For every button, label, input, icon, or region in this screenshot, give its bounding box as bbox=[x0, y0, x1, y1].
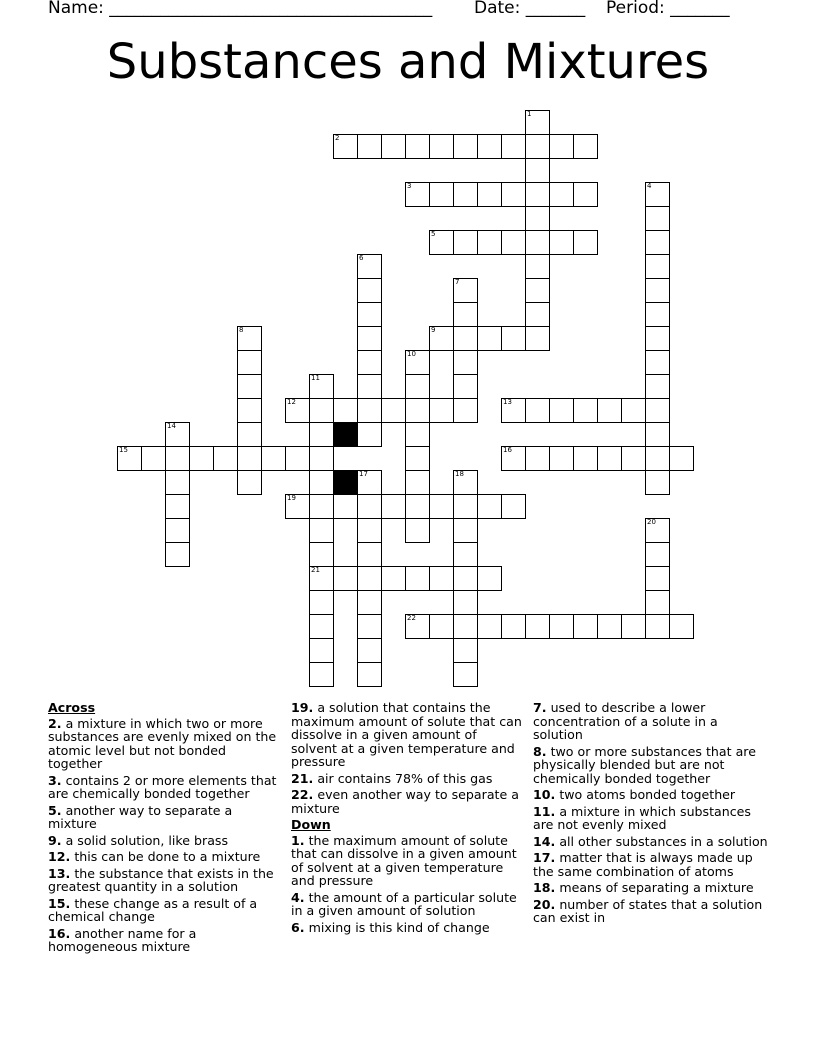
crossword-cell[interactable] bbox=[429, 614, 454, 639]
crossword-cell[interactable] bbox=[429, 326, 454, 351]
clue-item-text: two atoms bonded together bbox=[555, 787, 736, 802]
clue-number: 18 bbox=[455, 470, 464, 478]
clue-number: 21 bbox=[311, 566, 320, 574]
crossword-cell[interactable] bbox=[525, 254, 550, 279]
clue-item bbox=[533, 805, 769, 832]
crossword-cell[interactable] bbox=[237, 470, 262, 495]
crossword-cell[interactable] bbox=[645, 398, 670, 423]
crossword-cell[interactable] bbox=[309, 446, 334, 471]
crossword-cell[interactable] bbox=[645, 614, 670, 639]
crossword-cell[interactable] bbox=[477, 566, 502, 591]
crossword-cell[interactable] bbox=[309, 638, 334, 663]
crossword-cell[interactable] bbox=[501, 398, 526, 423]
crossword-cell[interactable] bbox=[549, 230, 574, 255]
clue-item-text: another name for a homogeneous mixture bbox=[48, 925, 197, 954]
clue-item-number: 9. bbox=[48, 832, 62, 848]
clue-item-number: 7. bbox=[533, 700, 547, 715]
crossword-cell[interactable] bbox=[645, 374, 670, 399]
crossword-cell[interactable] bbox=[597, 446, 622, 471]
crossword-cell[interactable] bbox=[357, 470, 382, 495]
clue-item-text: a mixture in which two or more substances are evenly mixed on the atomic level but not bonded together bbox=[48, 715, 277, 771]
clue-item-number: 11. bbox=[533, 803, 556, 819]
crossword-cell[interactable] bbox=[405, 614, 430, 639]
clue-number: 3 bbox=[407, 182, 412, 190]
crossword-cell[interactable] bbox=[309, 422, 334, 447]
crossword-cell[interactable] bbox=[357, 302, 382, 327]
clue-item bbox=[533, 881, 769, 895]
across-clue-list bbox=[48, 717, 284, 954]
clue-item-text: a mixture in which substances are not evenly mixed bbox=[533, 803, 751, 832]
crossword-cell[interactable] bbox=[381, 134, 406, 159]
crossword-cell[interactable] bbox=[429, 182, 454, 207]
crossword-cell[interactable] bbox=[357, 494, 382, 519]
crossword-cell[interactable] bbox=[309, 614, 334, 639]
crossword-cell[interactable] bbox=[525, 158, 550, 183]
crossword-cell[interactable] bbox=[501, 134, 526, 159]
crossword-cell[interactable] bbox=[525, 278, 550, 303]
crossword-cell[interactable] bbox=[501, 182, 526, 207]
crossword-cell[interactable] bbox=[357, 374, 382, 399]
crossword-cell[interactable] bbox=[645, 230, 670, 255]
crossword-cell[interactable] bbox=[429, 494, 454, 519]
crossword-cell[interactable] bbox=[597, 398, 622, 423]
crossword-cell[interactable] bbox=[213, 446, 238, 471]
clue-item-number: 13. bbox=[48, 865, 71, 881]
clue-number: 9 bbox=[431, 326, 436, 334]
crossword-cell[interactable] bbox=[573, 230, 598, 255]
crossword-cell[interactable] bbox=[309, 398, 334, 423]
clue-item-number: 5. bbox=[48, 802, 62, 818]
crossword-cell[interactable] bbox=[117, 446, 142, 471]
clue-item bbox=[533, 701, 769, 742]
clue-item-number: 19. bbox=[291, 700, 314, 715]
crossword-cell[interactable] bbox=[237, 446, 262, 471]
clue-item bbox=[291, 701, 526, 769]
crossword-cell[interactable] bbox=[453, 566, 478, 591]
date-label: Date: bbox=[474, 0, 521, 18]
clue-item-text: a solid solution, like brass bbox=[61, 832, 229, 848]
crossword-cell[interactable] bbox=[165, 542, 190, 567]
crossword-cell[interactable] bbox=[549, 182, 574, 207]
crossword-cell[interactable] bbox=[525, 230, 550, 255]
crossword-cell[interactable] bbox=[405, 134, 430, 159]
clue-item bbox=[533, 851, 769, 878]
crossword-cell[interactable] bbox=[453, 182, 478, 207]
crossword-cell[interactable] bbox=[645, 470, 670, 495]
crossword-cell[interactable] bbox=[621, 614, 646, 639]
crossword-cell[interactable] bbox=[453, 590, 478, 615]
crossword-cell[interactable] bbox=[381, 566, 406, 591]
crossword-cell[interactable] bbox=[573, 446, 598, 471]
crossword-cell[interactable] bbox=[141, 446, 166, 471]
crossword-cell[interactable] bbox=[453, 374, 478, 399]
crossword-cell[interactable] bbox=[645, 518, 670, 543]
clue-item-text: mixing is this kind of change bbox=[304, 919, 490, 935]
date-blank[interactable]: _______ bbox=[525, 0, 586, 18]
crossword-cell[interactable] bbox=[165, 494, 190, 519]
clue-item-number: 6. bbox=[291, 919, 305, 935]
clue-item bbox=[48, 804, 284, 831]
crossword-cell[interactable] bbox=[525, 206, 550, 231]
crossword-cell[interactable] bbox=[573, 614, 598, 639]
crossword-cell[interactable] bbox=[357, 638, 382, 663]
crossword-cell[interactable] bbox=[357, 590, 382, 615]
crossword-cell[interactable] bbox=[357, 278, 382, 303]
crossword-cell[interactable] bbox=[237, 374, 262, 399]
crossword-cell[interactable] bbox=[357, 566, 382, 591]
crossword-cell[interactable] bbox=[189, 446, 214, 471]
crossword-cell[interactable] bbox=[453, 350, 478, 375]
clue-item-text: used to describe a lower concentration of a solute in a solution bbox=[533, 700, 718, 742]
crossword-cell[interactable] bbox=[645, 206, 670, 231]
clue-number: 15 bbox=[119, 446, 128, 454]
clue-item bbox=[48, 834, 284, 848]
page-title: Substances and Mixtures bbox=[106, 34, 710, 90]
clue-number: 16 bbox=[503, 446, 512, 454]
crossword-cell[interactable] bbox=[549, 398, 574, 423]
crossword-cell[interactable] bbox=[357, 614, 382, 639]
crossword-cell[interactable] bbox=[381, 398, 406, 423]
crossword-cell[interactable] bbox=[645, 254, 670, 279]
crossword-cell[interactable] bbox=[621, 398, 646, 423]
clue-item-text: these change as a result of a chemical change bbox=[48, 895, 258, 924]
clue-item-number: 22. bbox=[291, 787, 314, 802]
crossword-cell[interactable] bbox=[645, 590, 670, 615]
crossword-cell[interactable] bbox=[357, 254, 382, 279]
clue-item bbox=[48, 774, 284, 801]
crossword-cell[interactable] bbox=[405, 374, 430, 399]
crossword-cell[interactable] bbox=[261, 446, 286, 471]
crossword-cell[interactable] bbox=[525, 614, 550, 639]
clue-item bbox=[48, 867, 284, 894]
crossword-cell[interactable] bbox=[381, 494, 406, 519]
crossword-cell[interactable] bbox=[453, 230, 478, 255]
crossword-cell[interactable] bbox=[525, 398, 550, 423]
crossword-black-cell bbox=[333, 422, 358, 447]
clue-number: 13 bbox=[503, 398, 512, 406]
clue-number: 2 bbox=[335, 134, 340, 142]
clue-number: 5 bbox=[431, 230, 436, 238]
crossword-cell[interactable] bbox=[645, 446, 670, 471]
period-label: Period: bbox=[606, 0, 665, 18]
crossword-cell[interactable] bbox=[525, 302, 550, 327]
crossword-cell[interactable] bbox=[453, 134, 478, 159]
crossword-cell[interactable] bbox=[285, 446, 310, 471]
clue-item-text: the maximum amount of solute that can dissolve in a given amount of solvent at a given temperature and pressure bbox=[291, 832, 517, 888]
crossword-cell[interactable] bbox=[237, 350, 262, 375]
crossword-cell[interactable] bbox=[453, 302, 478, 327]
clue-item-text: the substance that exists in the greatest quantity in a solution bbox=[48, 865, 274, 894]
crossword-cell[interactable] bbox=[405, 182, 430, 207]
clue-item bbox=[291, 921, 526, 935]
clue-item-number: 2. bbox=[48, 715, 62, 731]
crossword-cell[interactable] bbox=[165, 446, 190, 471]
across-clue-list-continued bbox=[291, 701, 526, 815]
crossword-cell[interactable] bbox=[453, 542, 478, 567]
crossword-cell[interactable] bbox=[573, 134, 598, 159]
crossword-cell[interactable] bbox=[453, 494, 478, 519]
crossword-cell[interactable] bbox=[645, 350, 670, 375]
clue-item-number: 15. bbox=[48, 895, 71, 911]
clue-number: 14 bbox=[167, 422, 176, 430]
clue-item-number: 21. bbox=[291, 770, 314, 786]
crossword-cell[interactable] bbox=[237, 326, 262, 351]
crossword-cell[interactable] bbox=[165, 422, 190, 447]
clue-item-text: even another way to separate a mixture bbox=[291, 787, 519, 816]
crossword-cell[interactable] bbox=[549, 614, 574, 639]
crossword-cell[interactable] bbox=[525, 446, 550, 471]
crossword-cell[interactable] bbox=[285, 494, 310, 519]
crossword-cell[interactable] bbox=[453, 326, 478, 351]
crossword-cell[interactable] bbox=[597, 614, 622, 639]
across-heading: Across bbox=[48, 700, 96, 715]
crossword-cell[interactable] bbox=[165, 470, 190, 495]
crossword-black-cell bbox=[333, 470, 358, 495]
crossword-cell[interactable] bbox=[429, 566, 454, 591]
crossword-cell[interactable] bbox=[645, 302, 670, 327]
crossword-cell[interactable] bbox=[333, 566, 358, 591]
crossword-cell[interactable] bbox=[453, 662, 478, 687]
crossword-cell[interactable] bbox=[405, 470, 430, 495]
crossword-cell[interactable] bbox=[453, 278, 478, 303]
clue-item-number: 8. bbox=[533, 743, 547, 759]
clue-number: 8 bbox=[239, 326, 244, 334]
crossword-cell[interactable] bbox=[669, 614, 694, 639]
crossword-cell[interactable] bbox=[405, 422, 430, 447]
down-clue-list bbox=[291, 834, 526, 935]
crossword-cell[interactable] bbox=[309, 590, 334, 615]
crossword-cell[interactable] bbox=[453, 398, 478, 423]
clue-item bbox=[48, 927, 284, 954]
crossword-cell[interactable] bbox=[357, 134, 382, 159]
crossword-cell[interactable] bbox=[405, 494, 430, 519]
clue-item bbox=[533, 898, 769, 925]
clue-item-number: 12. bbox=[48, 849, 71, 864]
crossword-cell[interactable] bbox=[477, 326, 502, 351]
clue-item bbox=[533, 745, 769, 786]
crossword-cell[interactable] bbox=[309, 662, 334, 687]
crossword-cell[interactable] bbox=[573, 182, 598, 207]
clue-number: 4 bbox=[647, 182, 652, 190]
crossword-cell[interactable] bbox=[477, 134, 502, 159]
clue-item-number: 17. bbox=[533, 850, 556, 865]
crossword-cell[interactable] bbox=[645, 422, 670, 447]
crossword-cell[interactable] bbox=[333, 398, 358, 423]
clue-item-text: another way to separate a mixture bbox=[48, 802, 233, 831]
crossword-cell[interactable] bbox=[309, 518, 334, 543]
crossword-cell[interactable] bbox=[501, 614, 526, 639]
clue-number: 6 bbox=[359, 254, 364, 262]
crossword-cell[interactable] bbox=[405, 350, 430, 375]
clue-item-text: air contains 78% of this gas bbox=[313, 770, 493, 786]
clue-number: 7 bbox=[455, 278, 460, 286]
crossword-cell[interactable] bbox=[309, 566, 334, 591]
clue-number: 19 bbox=[287, 494, 296, 502]
crossword-cell[interactable] bbox=[357, 518, 382, 543]
name-label: Name: bbox=[48, 0, 104, 18]
crossword-cell[interactable] bbox=[165, 518, 190, 543]
crossword-cell[interactable] bbox=[501, 446, 526, 471]
clue-number: 11 bbox=[311, 374, 320, 382]
crossword-cell[interactable] bbox=[429, 134, 454, 159]
crossword-cell[interactable] bbox=[549, 134, 574, 159]
clue-item-text: number of states that a solution can exist in bbox=[533, 896, 763, 925]
crossword-cell[interactable] bbox=[549, 446, 574, 471]
crossword-cell[interactable] bbox=[477, 182, 502, 207]
clue-item bbox=[291, 891, 526, 918]
crossword-cell[interactable] bbox=[309, 374, 334, 399]
crossword-cell[interactable] bbox=[429, 398, 454, 423]
clues-column-3 bbox=[533, 701, 769, 928]
crossword-cell[interactable] bbox=[477, 494, 502, 519]
crossword-cell[interactable] bbox=[405, 446, 430, 471]
clue-number: 17 bbox=[359, 470, 368, 478]
crossword-cell[interactable] bbox=[429, 230, 454, 255]
clue-item-number: 18. bbox=[533, 880, 556, 895]
crossword-cell[interactable] bbox=[357, 398, 382, 423]
crossword-cell[interactable] bbox=[237, 398, 262, 423]
clue-item bbox=[48, 897, 284, 924]
crossword-cell[interactable] bbox=[645, 542, 670, 567]
clue-item-number: 14. bbox=[533, 833, 556, 849]
crossword-cell[interactable] bbox=[525, 110, 550, 135]
crossword-cell[interactable] bbox=[237, 422, 262, 447]
clue-item-text: means of separating a mixture bbox=[555, 880, 754, 895]
crossword-cell[interactable] bbox=[501, 230, 526, 255]
clue-item-number: 4. bbox=[291, 889, 305, 905]
clue-item bbox=[291, 772, 526, 786]
crossword-cell[interactable] bbox=[645, 326, 670, 351]
clue-number: 22 bbox=[407, 614, 416, 622]
crossword-cell[interactable] bbox=[645, 566, 670, 591]
clue-item-text: two or more substances that are physically blended but are not chemically bonded together bbox=[533, 743, 756, 786]
crossword-cell[interactable] bbox=[453, 518, 478, 543]
crossword-cell[interactable] bbox=[333, 134, 358, 159]
crossword-cell[interactable] bbox=[357, 542, 382, 567]
crossword-cell[interactable] bbox=[621, 446, 646, 471]
clue-item-number: 16. bbox=[48, 925, 71, 941]
crossword-cell[interactable] bbox=[357, 422, 382, 447]
crossword-cell[interactable] bbox=[405, 398, 430, 423]
clue-item-text: the amount of a particular solute in a given amount of solution bbox=[291, 889, 517, 918]
crossword-cell[interactable] bbox=[501, 494, 526, 519]
crossword-cell[interactable] bbox=[477, 614, 502, 639]
clues-column-2 bbox=[291, 701, 526, 937]
clue-item-text: this can be done to a mixture bbox=[70, 849, 261, 864]
clue-item bbox=[48, 717, 284, 771]
crossword-cell[interactable] bbox=[477, 230, 502, 255]
crossword-cell[interactable] bbox=[573, 398, 598, 423]
clue-item-text: matter that is always made up the same combination of atoms bbox=[533, 850, 753, 879]
clue-item-number: 1. bbox=[291, 832, 305, 848]
crossword-cell[interactable] bbox=[453, 638, 478, 663]
crossword-cell[interactable] bbox=[525, 182, 550, 207]
crossword-cell[interactable] bbox=[333, 494, 358, 519]
crossword-cell[interactable] bbox=[357, 350, 382, 375]
crossword-cell[interactable] bbox=[357, 662, 382, 687]
crossword-cell[interactable] bbox=[405, 566, 430, 591]
crossword-cell[interactable] bbox=[309, 494, 334, 519]
down-heading: Down bbox=[291, 817, 331, 832]
clue-item-text: all other substances in a solution bbox=[555, 833, 768, 849]
clue-number: 12 bbox=[287, 398, 296, 406]
clue-number: 20 bbox=[647, 518, 656, 526]
clue-item bbox=[533, 835, 769, 849]
crossword-cell[interactable] bbox=[453, 470, 478, 495]
clue-item bbox=[533, 788, 769, 802]
down-clue-list-continued bbox=[533, 701, 769, 925]
name-blank[interactable]: ______________________________________ bbox=[109, 0, 433, 18]
clue-item-text: contains 2 or more elements that are chemically bonded together bbox=[48, 772, 277, 801]
crossword-cell[interactable] bbox=[525, 326, 550, 351]
period-blank[interactable]: _______ bbox=[670, 0, 730, 18]
clue-item-text: a solution that contains the maximum amount of solute that can dissolve in a given amount of solvent at a given temperature and pressure bbox=[291, 700, 522, 769]
crossword-cell[interactable] bbox=[285, 398, 310, 423]
crossword-cell[interactable] bbox=[405, 518, 430, 543]
clue-item bbox=[291, 834, 526, 888]
crossword-cell[interactable] bbox=[309, 470, 334, 495]
clue-number: 1 bbox=[527, 110, 532, 118]
clue-item bbox=[291, 788, 526, 815]
crossword-cell[interactable] bbox=[309, 542, 334, 567]
clue-item-number: 3. bbox=[48, 772, 62, 788]
crossword-cell[interactable] bbox=[645, 278, 670, 303]
clue-number: 10 bbox=[407, 350, 416, 358]
crossword-cell[interactable] bbox=[525, 134, 550, 159]
crossword-cell[interactable] bbox=[645, 182, 670, 207]
clue-item-number: 10. bbox=[533, 787, 556, 802]
crossword-cell[interactable] bbox=[357, 326, 382, 351]
clue-item bbox=[48, 850, 284, 864]
crossword-cell[interactable] bbox=[501, 326, 526, 351]
clue-item-number: 20. bbox=[533, 896, 556, 912]
clues-column-1 bbox=[48, 701, 284, 957]
crossword-cell[interactable] bbox=[453, 614, 478, 639]
crossword-cell[interactable] bbox=[669, 446, 694, 471]
